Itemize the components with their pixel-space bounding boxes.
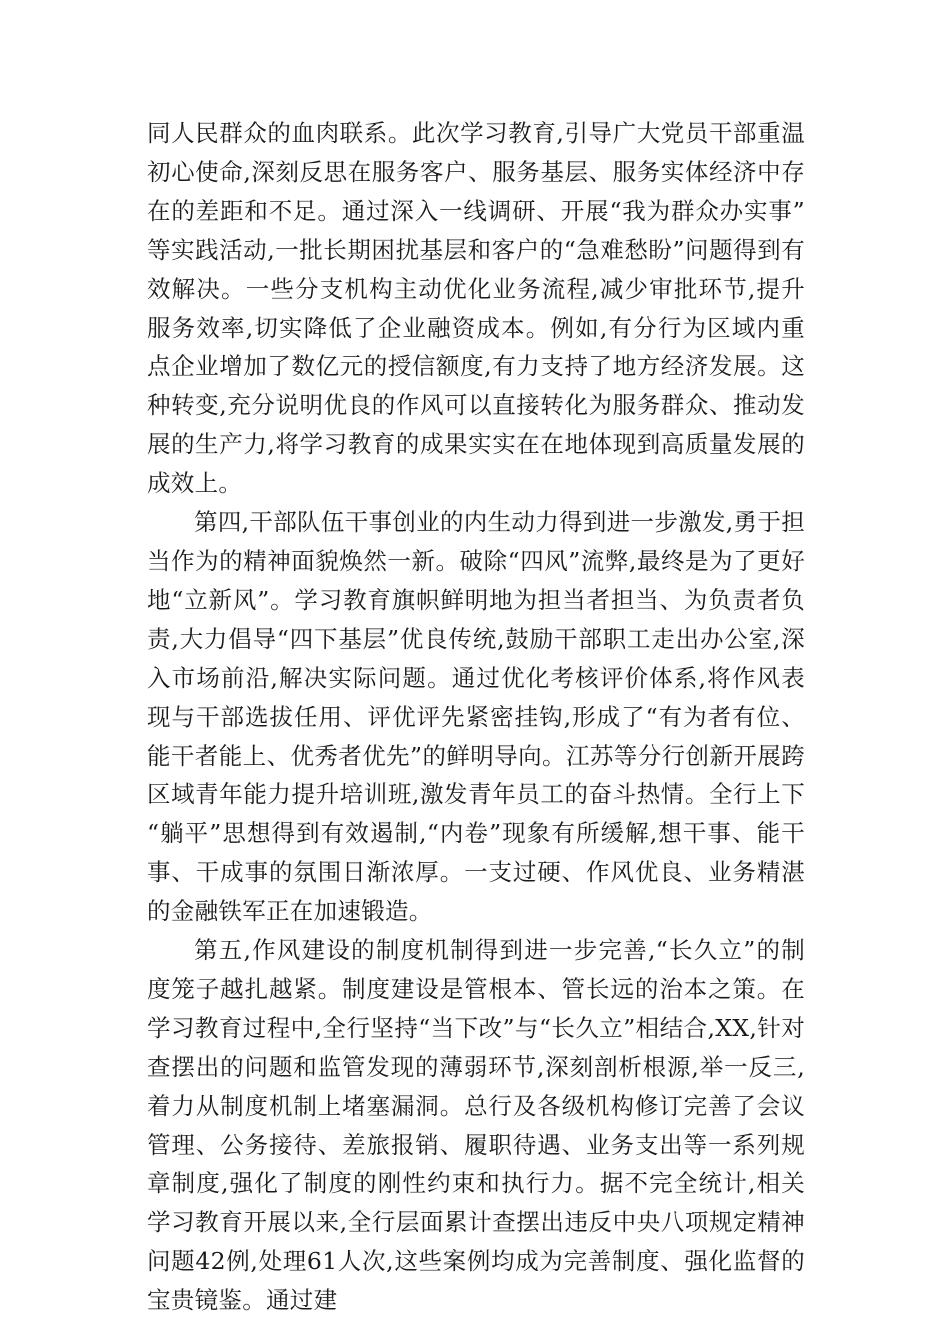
paragraph-continuation: 同人民群众的血肉联系。此次学习教育,引导广大党员干部重温初心使命,深刻反思在服务客户、服务基层、服务实体经济中存在的差距和不足。通过深入一线调研、开展“我为群众办实事”等实践活动,一批长期困扰基层和客户的“急难愁盼”问题得到有效解决。一些分支机构主动优化业务流程,减少审批环节,提升服务效率,切实降低了企业融资成本。例如,有分行为区域内重点企业增加了数亿元的授信额度,有力支持了地方经济发展。这种转变,充分说明优良的作风可以直接转化为服务群众、推动发展的生产力,将学习教育的成果实实在在地体现到高质量发展的成效上。	[147, 119, 805, 498]
paragraph-fifth: 第五,作风建设的制度机制得到进一步完善,“长久立”的制度笼子越扎越紧。制度建设是管根本、管长远的治本之策。在学习教育过程中,全行坚持“当下改”与“长久立”相结合,XX,针对查摆出的问题和监管发现的薄弱环节,深刻剖析根源,举一反三,着力从制度机制上堵塞漏洞。总行及各级机构修订完善了会议管理、公务接待、差旅报销、履职待遇、业务支出等一系列规章制度,强化了制度的刚性约束和执行力。据不完全统计,相关学习教育开展以来,全行层面累计查摆出违反中央八项规定精神问题42例,处理61人次,这些案例均成为完善制度、强化监督的宝贵镜鉴。通过建	[147, 936, 805, 1315]
paragraph-fourth: 第四,干部队伍干事创业的内生动力得到进一步激发,勇于担当作为的精神面貌焕然一新。破除“四风”流弊,最终是为了更好地“立新风”。学习教育旗帜鲜明地为担当者担当、为负责者负责,大力倡导“四下基层”优良传统,鼓励干部职工走出办公室,深入市场前沿,解决实际问题。通过优化考核评价体系,将作风表现与干部选拔任用、评优评先紧密挂钩,形成了“有为者有位、能干者能上、优秀者优先”的鲜明导向。江苏等分行创新开展跨区域青年能力提升培训班,激发青年员工的奋斗热情。全行上下“躺平”思想得到有效遏制,“内卷”现象有所缓解,想干事、能干事、干成事的氛围日渐浓厚。一支过硬、作风优良、业务精湛的金融铁军正在加速锻造。	[147, 508, 805, 926]
document-page	[147, 114, 805, 1320]
